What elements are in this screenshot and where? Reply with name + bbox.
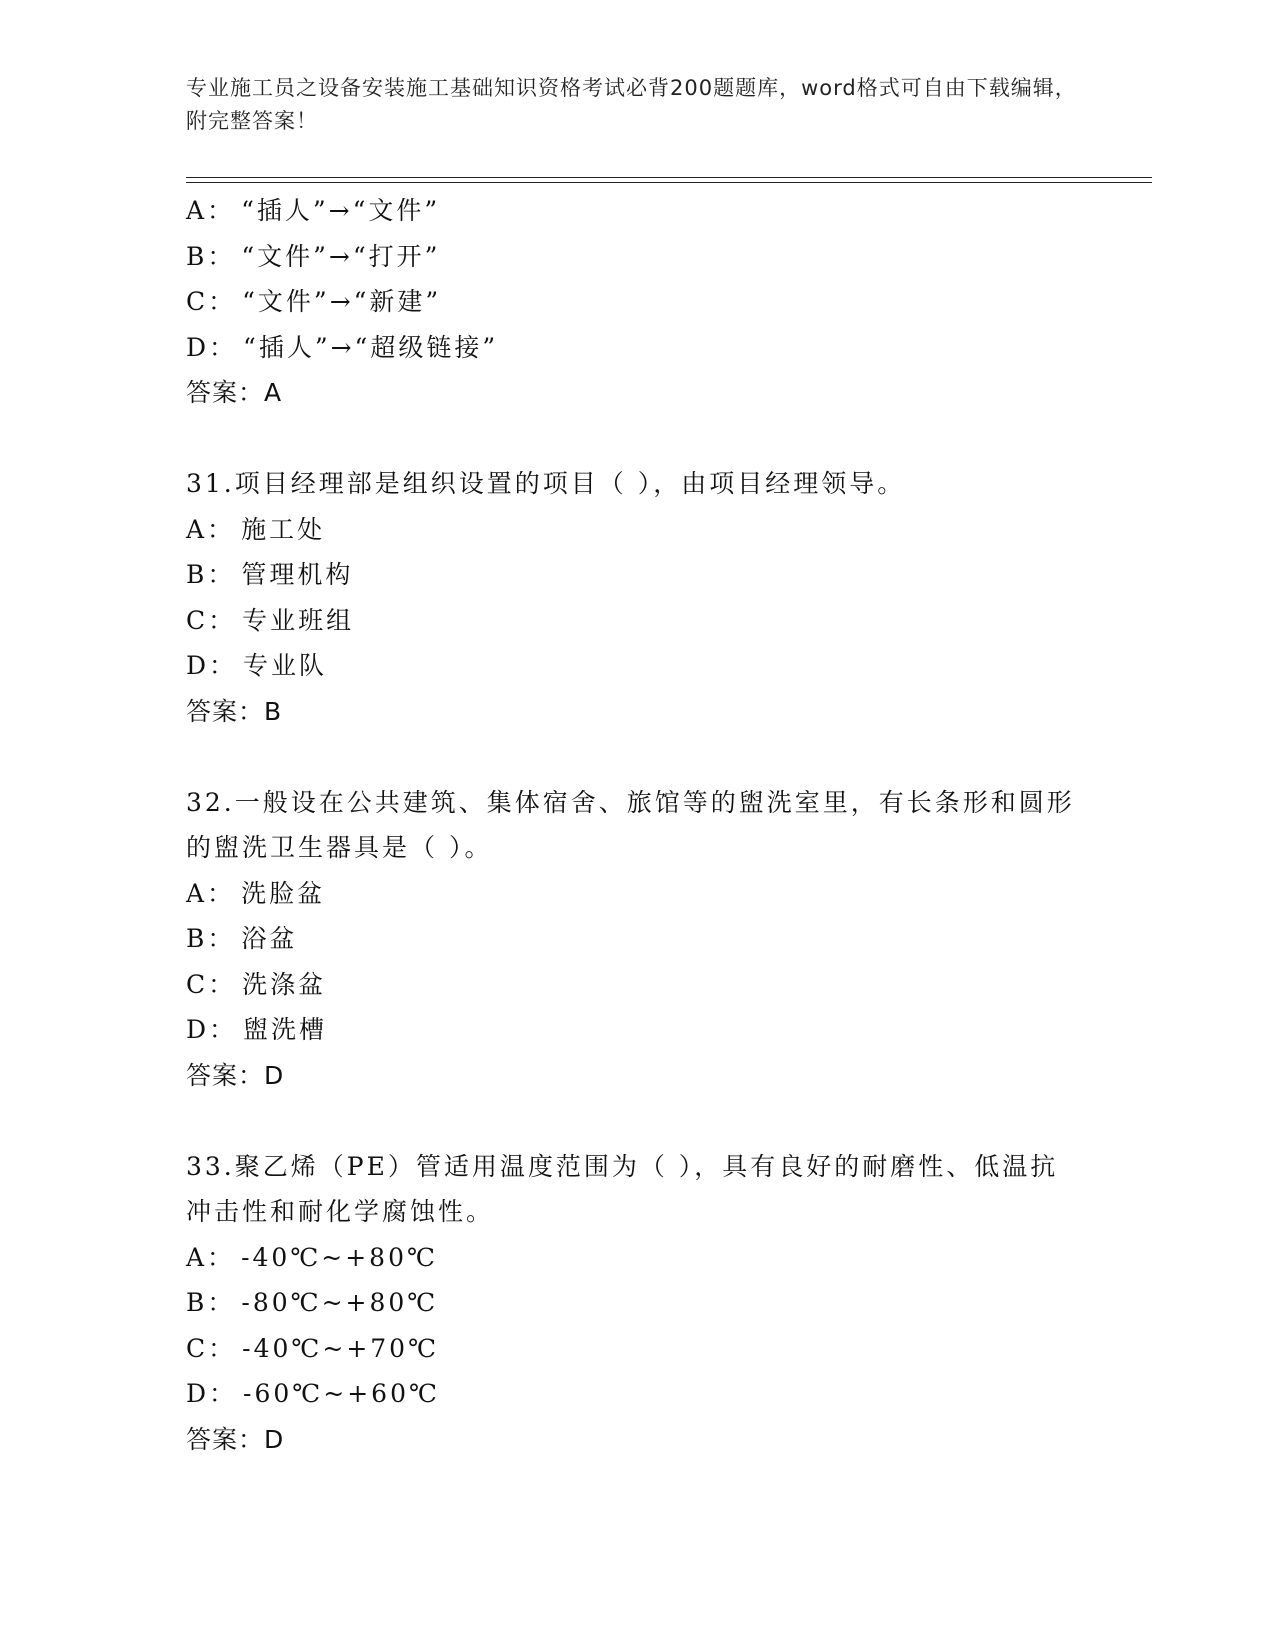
option-a: A： -40℃~+80℃: [186, 1242, 438, 1272]
option-c: C： 洗涤盆: [186, 969, 327, 999]
document-header: 专业施工员之设备安装施工基础知识资格考试必背200题题库，word格式可自由下载编辑，附完整答案！: [186, 76, 1077, 133]
question-list: [186, 188, 1086, 1508]
option-d: D： 专业队: [186, 651, 328, 680]
option-d: D： -60℃~+60℃: [186, 1379, 440, 1408]
option-a: A： “插人”→“文件”: [186, 196, 441, 225]
answer-line: 答案：D: [186, 1424, 285, 1454]
answer-line: 答案：B: [186, 696, 283, 726]
question-stem: 32.一般设在公共建筑、集体宿舍、旅馆等的盥洗室里，有长条形和圆形的盥洗卫生器具是（ ）。: [186, 787, 1075, 862]
question-block-33: [186, 1144, 1086, 1463]
option-c: C： “文件”→“新建”: [186, 287, 442, 316]
option-c: C： -40℃~+70℃: [186, 1333, 440, 1363]
header-rule-top: [186, 177, 1152, 178]
option-c: C： 专业班组: [186, 605, 355, 635]
option-b: B： -80℃~+80℃: [186, 1288, 439, 1317]
option-a: A： 施工处: [186, 514, 326, 544]
question-block-30: [186, 188, 1086, 416]
question-stem: 33.聚乙烯（PE）管适用温度范围为（ ），具有良好的耐磨性、低温抗冲击性和耐化学腐蚀性。: [186, 1151, 1059, 1226]
answer-line: 答案：A: [186, 378, 283, 407]
option-b: B： “文件”→“打开”: [186, 241, 441, 271]
option-a: A： 洗脸盆: [186, 878, 326, 908]
question-stem: 31.项目经理部是组织设置的项目（ ），由项目经理领导。: [186, 469, 906, 498]
option-b: B： 管理机构: [186, 560, 354, 589]
header-rule-bottom: [186, 182, 1152, 183]
question-block-32: [186, 780, 1086, 1099]
question-block-31: [186, 461, 1086, 735]
answer-line: 答案：D: [186, 1060, 285, 1090]
option-b: B： 浴盆: [186, 924, 298, 953]
option-d: D： “插人”→“超级链接”: [186, 332, 499, 362]
option-d: D： 盥洗槽: [186, 1015, 328, 1044]
